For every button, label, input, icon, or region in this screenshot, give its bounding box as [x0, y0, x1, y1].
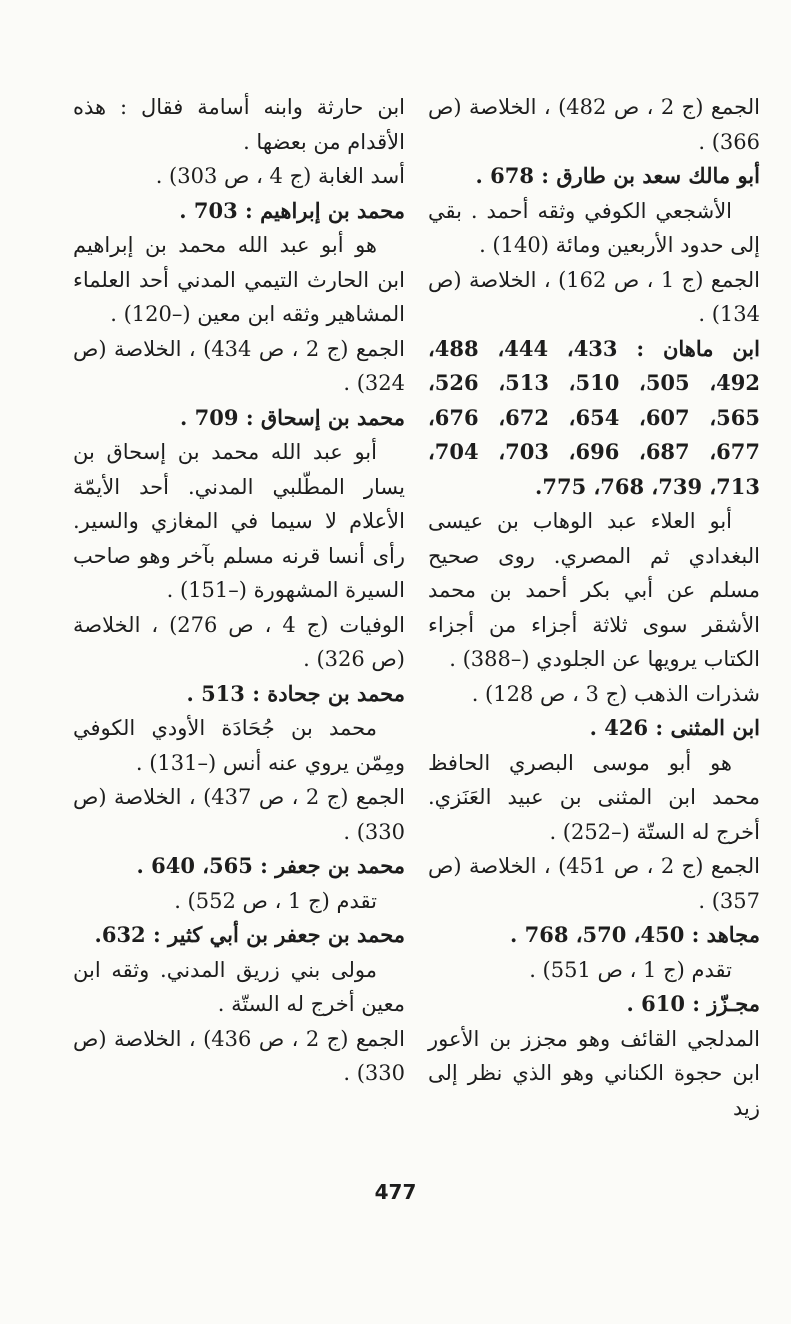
entry-heading: محمد بن جحادة : 513 .: [186, 680, 405, 706]
entry-body: الأشجعي الكوفي وثقه أحمد . بقي إلى حدود الأربعين ومائة (140) .: [428, 198, 760, 257]
entry-heading: محمد بن جعفر بن أبي كثير : 632.: [94, 922, 405, 947]
citation-line: الجمع (ج 2 ، ص 437) ، الخلاصة (ص 330) .: [73, 785, 405, 844]
entry-body: أبو العلاء عبد الوهاب بن عيسى البغدادي ثم المصري. روى صحيح مسلم عن أبي بكر أحمد بن محمد الأشقر سوى ثلاثة أجزاء من أجزاء الكتاب يرويها عن الجلودي (–388) .: [428, 509, 760, 671]
entry-body: هو أبو موسى البصري الحافظ محمد ابن المثنى بن عبيد العَنَزي. أخرج له الستّة (–252) .: [428, 750, 760, 844]
citation-line: الجمع (ج 2 ، ص 451) ، الخلاصة (ص 357) .: [428, 854, 760, 913]
entry-body: مولى بني زريق المدني. وثقه ابن معين أخرج له الستّة .: [73, 957, 405, 1016]
citation-line: الجمع (ج 2 ، ص 482) ، الخلاصة (ص 366) .: [428, 95, 760, 154]
right-column: [428, 90, 760, 1125]
entry-heading: مجـزّز : 610 .: [626, 991, 760, 1016]
entry-heading: أبو مالك سعد بن طارق : 678 .: [475, 163, 760, 188]
left-column: [73, 90, 405, 1091]
entry-heading: محمد بن إسحاق : 709 .: [180, 404, 405, 430]
entry-heading: محمد بن جعفر : 565، 640 .: [136, 853, 405, 878]
citation-line: أسد الغابة (ج 4 ، ص 303) .: [155, 164, 405, 188]
entry-body: تقدم (ج 1 ، ص 552) .: [174, 888, 377, 913]
citation-line: الجمع (ج 2 ، ص 436) ، الخلاصة (ص 330) .: [73, 1026, 405, 1085]
entry-body: ابن حارثة وابنه أسامة فقال : هذه الأقدام من بعضها .: [73, 95, 405, 154]
entry-body: تقدم (ج 1 ، ص 551) .: [529, 957, 732, 982]
citation-line: الجمع (ج 2 ، ص 434) ، الخلاصة (ص 324) .: [73, 336, 405, 395]
entry-body: هو أبو عبد الله محمد بن إبراهيم ابن الحارث التيمي المدني أحد العلماء المشاهير وثقه ابن معين (–120) .: [73, 233, 405, 326]
citation-line: شذرات الذهب (ج 3 ، ص 128) .: [471, 681, 760, 706]
entry-body: أبو عبد الله محمد بن إسحاق بن يسار المطّلبي المدني. أحد الأيمّة الأعلام لا سيما في المغازي والسير. رأى أنسا قرنه مسلم بآخر وهو صاحب السيرة المشهورة (–151) .: [73, 440, 405, 602]
page-number: 477: [374, 1180, 417, 1204]
entry-heading: ابن ماهان : 433، 444، 488، 492، 505، 510، 513، 526، 565، 607، 654، 672، 676، 677، 687، 696، 703، 704، 713، 739، 768، 775.: [428, 335, 760, 499]
entry-body: محمد بن جُحَادَة الأودي الكوفي ومِمّن يروي عنه أنس (–131) .: [73, 716, 405, 775]
entry-heading: مجاهد : 450، 570، 768 .: [509, 922, 760, 947]
citation-line: الجمع (ج 1 ، ص 162) ، الخلاصة (ص 134) .: [428, 267, 760, 326]
entry-heading: محمد بن إبراهيم : 703 .: [179, 197, 405, 223]
entry-heading: ابن المثنى : 426 .: [589, 715, 760, 740]
citation-line: الوفيات (ج 4 ، ص 276) ، الخلاصة (ص 326) .: [73, 612, 405, 671]
entry-body: المدلجي القائف وهو مجزز بن الأعور ابن حجوة الكناني وهو الذي نظر إلى زيد: [428, 1026, 760, 1120]
